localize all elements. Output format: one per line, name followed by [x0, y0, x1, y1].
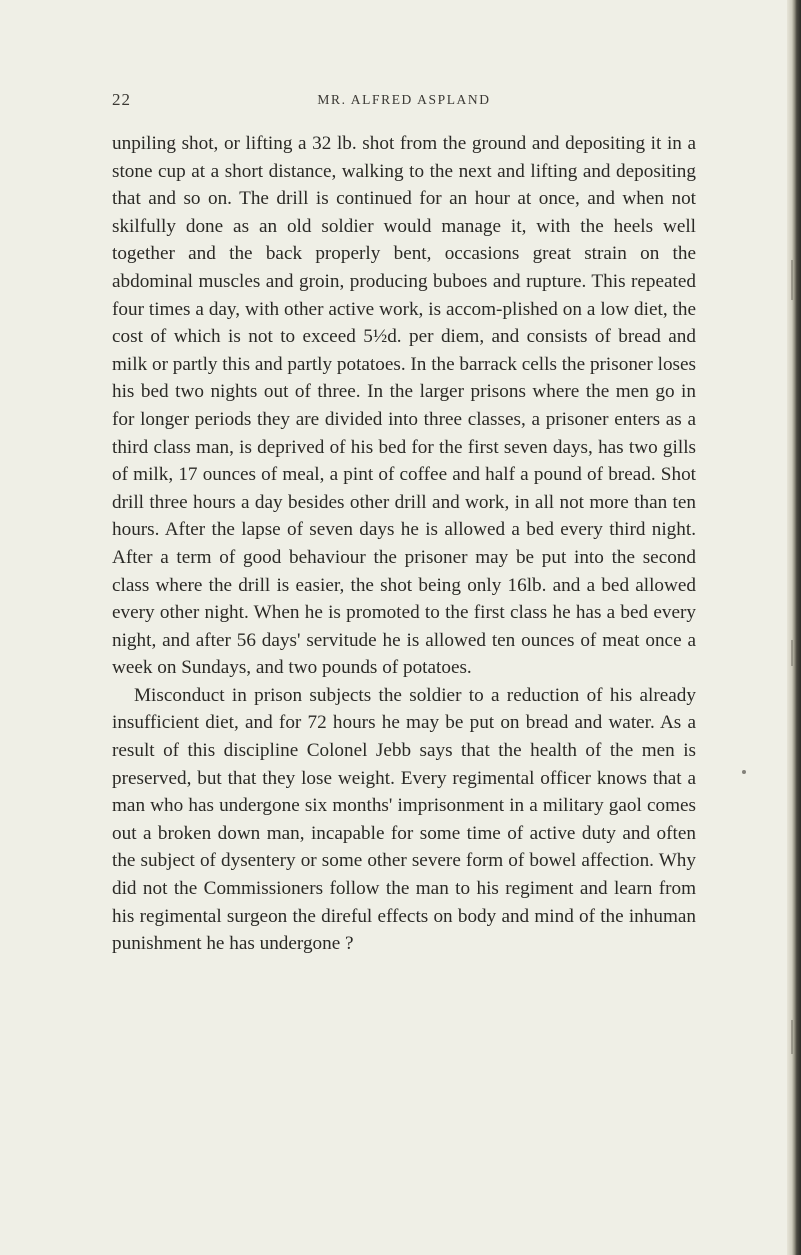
paragraph-continued: unpiling shot, or lifting a 32 lb. shot from the ground and depositing it in a stone cup at a short distance, walking to the next and lifting and depositing that and so on. The drill is continued for an hour at once, and when not skilfully done as an old soldier would manage it, with the heels well together and the back properly bent, occasions great strain on the abdominal muscles and groin, producing buboes and rupture. This repeated four times a day, with other active work, is accom-plished on a low diet, the cost of which is not to exceed 5½d. per diem, and consists of bread and milk or partly this and partly potatoes. In the barrack cells the prisoner loses his bed two nights out of three. In the larger prisons where the men go in for longer periods they are divided into three classes, a prisoner enters as a third class man, is deprived of his bed for the first seven days, has two gills of milk, 17 ounces of meal, a pint of coffee and half a pound of bread. Shot drill three hours a day besides other drill and work, in all not more than ten hours. After the lapse of seven days he is allowed a bed every third night. After a term of good behaviour the prisoner may be put into the second class where the drill is easier, the shot being only 16lb. and a bed allowed every other night. When he is promoted to the first class he has a bed every night, and after 56 days' servitude he is allowed ten ounces of meat once a week on Sundays, and two pounds of potatoes. [112, 133, 696, 679]
running-head: MR. ALFRED ASPLAND [317, 92, 491, 107]
page-header [112, 90, 696, 114]
body-text [112, 130, 696, 958]
paragraph-misconduct: Misconduct in prison subjects the soldier to a reduction of his already insufficient diet, and for 72 hours he may be put on bread and water. As a result of this discipline Colonel Jebb says that the health of the men is preserved, but that they lose weight. Every regimental officer knows that a man who has undergone six months' imprisonment in a military gaol comes out a broken down man, incapable for some time of active duty and often the subject of dysentery or some other severe form of bowel affection. Why did not the Commissioners follow the man to his regiment and learn from his regimental surgeon the direful effects on body and mind of the inhuman punishment he has undergone ? [112, 684, 696, 955]
edge-fleck [791, 260, 793, 300]
edge-fleck [791, 1020, 793, 1054]
page-binding-edge [787, 0, 801, 1255]
page-number: 22 [112, 90, 131, 109]
edge-fleck [791, 640, 793, 666]
page-speck [742, 770, 746, 774]
